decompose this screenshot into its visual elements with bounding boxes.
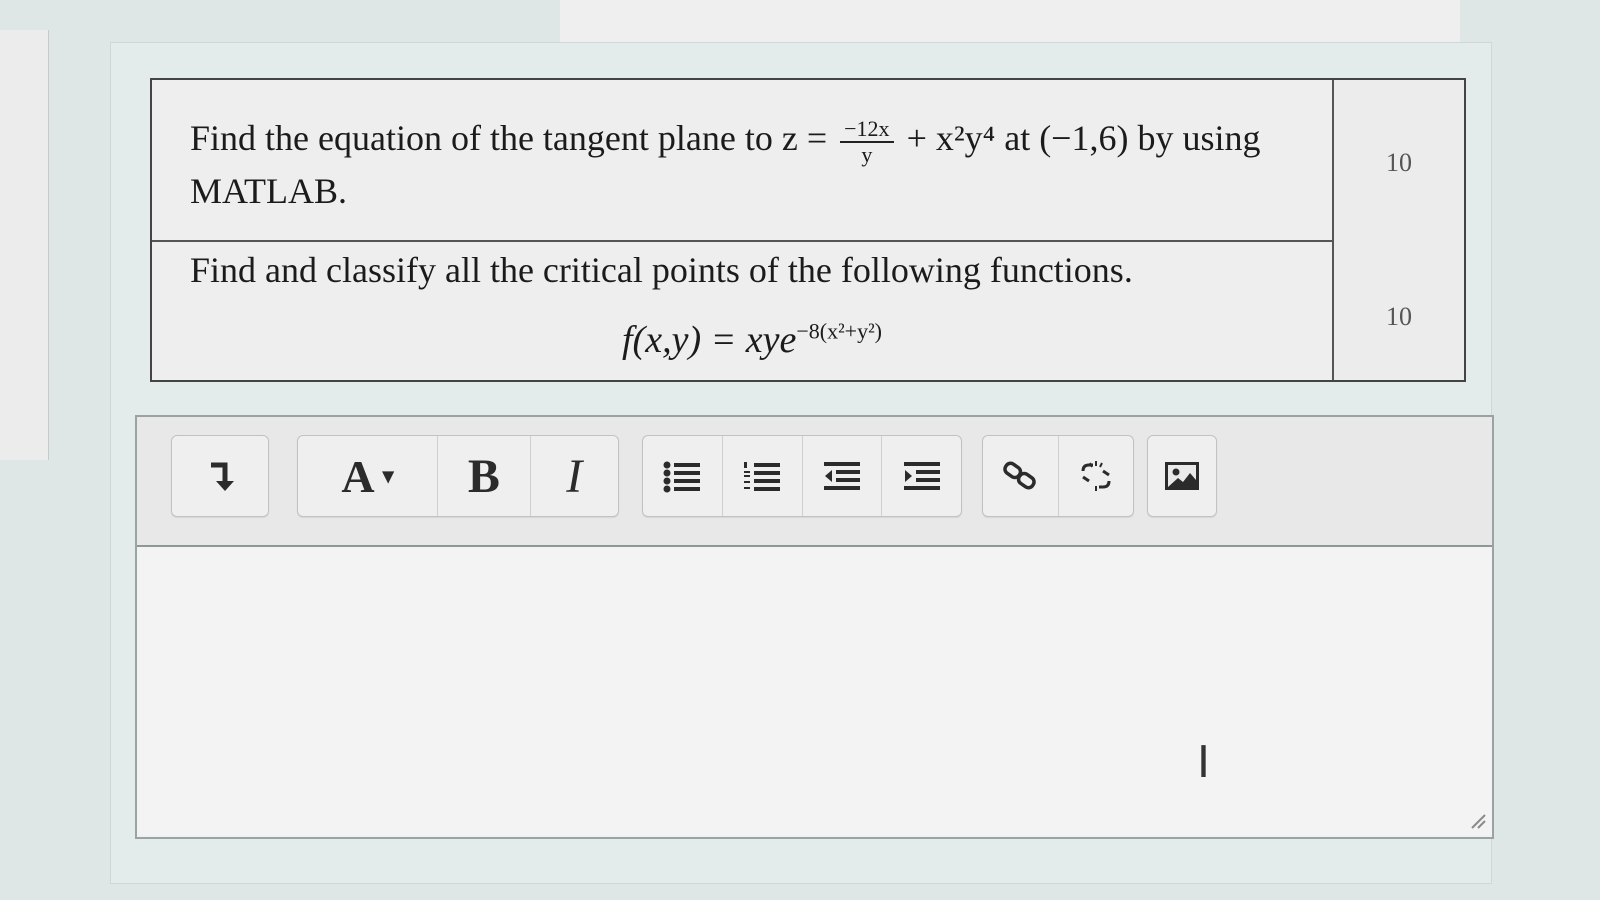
question-1-text-after: + x²y⁴ at (−1,6) by using [906,118,1261,158]
toolbar-group-links [982,435,1134,517]
unlink-icon [1078,459,1114,493]
formula-exponent: −8(x²+y²) [796,318,883,344]
formula-base: f(x,y) = xye [622,319,797,361]
expand-toolbar-icon [205,459,235,493]
insert-image-button[interactable] [1148,436,1216,516]
font-style-button[interactable] [298,436,438,516]
left-sidebar-strip [0,30,49,460]
outdent-button[interactable] [803,436,883,516]
question-1-line2: MATLAB. [190,170,348,211]
fraction-numerator: −12x [840,117,893,143]
question-2-text: Find and classify all the critical points of the following functions. [190,250,1133,290]
question-1-points: 10 [1386,148,1412,177]
toolbar-group-media [1147,435,1217,517]
numbered-list-icon [742,459,782,493]
fraction [840,117,893,167]
question-1-text [190,116,1310,214]
question-2-points: 10 [1386,302,1412,331]
question-1-text-before: Find the equation of the tangent plane to z = [190,118,828,158]
image-icon [1164,461,1200,491]
question-2-formula [622,318,882,362]
chevron-down-icon: ▾ [382,463,394,488]
resize-handle-icon[interactable] [1468,811,1486,829]
points-column [1332,80,1464,380]
fraction-denominator: y [861,141,873,167]
outdent-icon [822,459,862,493]
answer-text-area[interactable] [137,547,1492,835]
italic-button[interactable]: I [566,449,583,503]
toolbar-group-expand [171,435,269,517]
bullet-list-button[interactable] [643,436,723,516]
editor-toolbar [137,417,1492,547]
toolbar-group-lists [642,435,962,517]
question-row-1 [152,80,1464,242]
expand-toolbar-button[interactable] [172,436,268,516]
numbered-list-button[interactable] [723,436,803,516]
question-row-2 [152,242,1464,378]
font-style-label: A [341,450,375,502]
bullet-list-icon [662,459,702,493]
answer-editor [135,415,1494,839]
link-button[interactable] [983,436,1059,516]
link-icon [1002,459,1038,493]
unlink-button[interactable] [1059,436,1134,516]
text-cursor-icon: I [1197,737,1210,788]
indent-icon [902,459,942,493]
indent-button[interactable] [882,436,961,516]
question-table [150,78,1466,382]
toolbar-group-format [297,435,619,517]
bold-button[interactable]: B [438,436,530,516]
